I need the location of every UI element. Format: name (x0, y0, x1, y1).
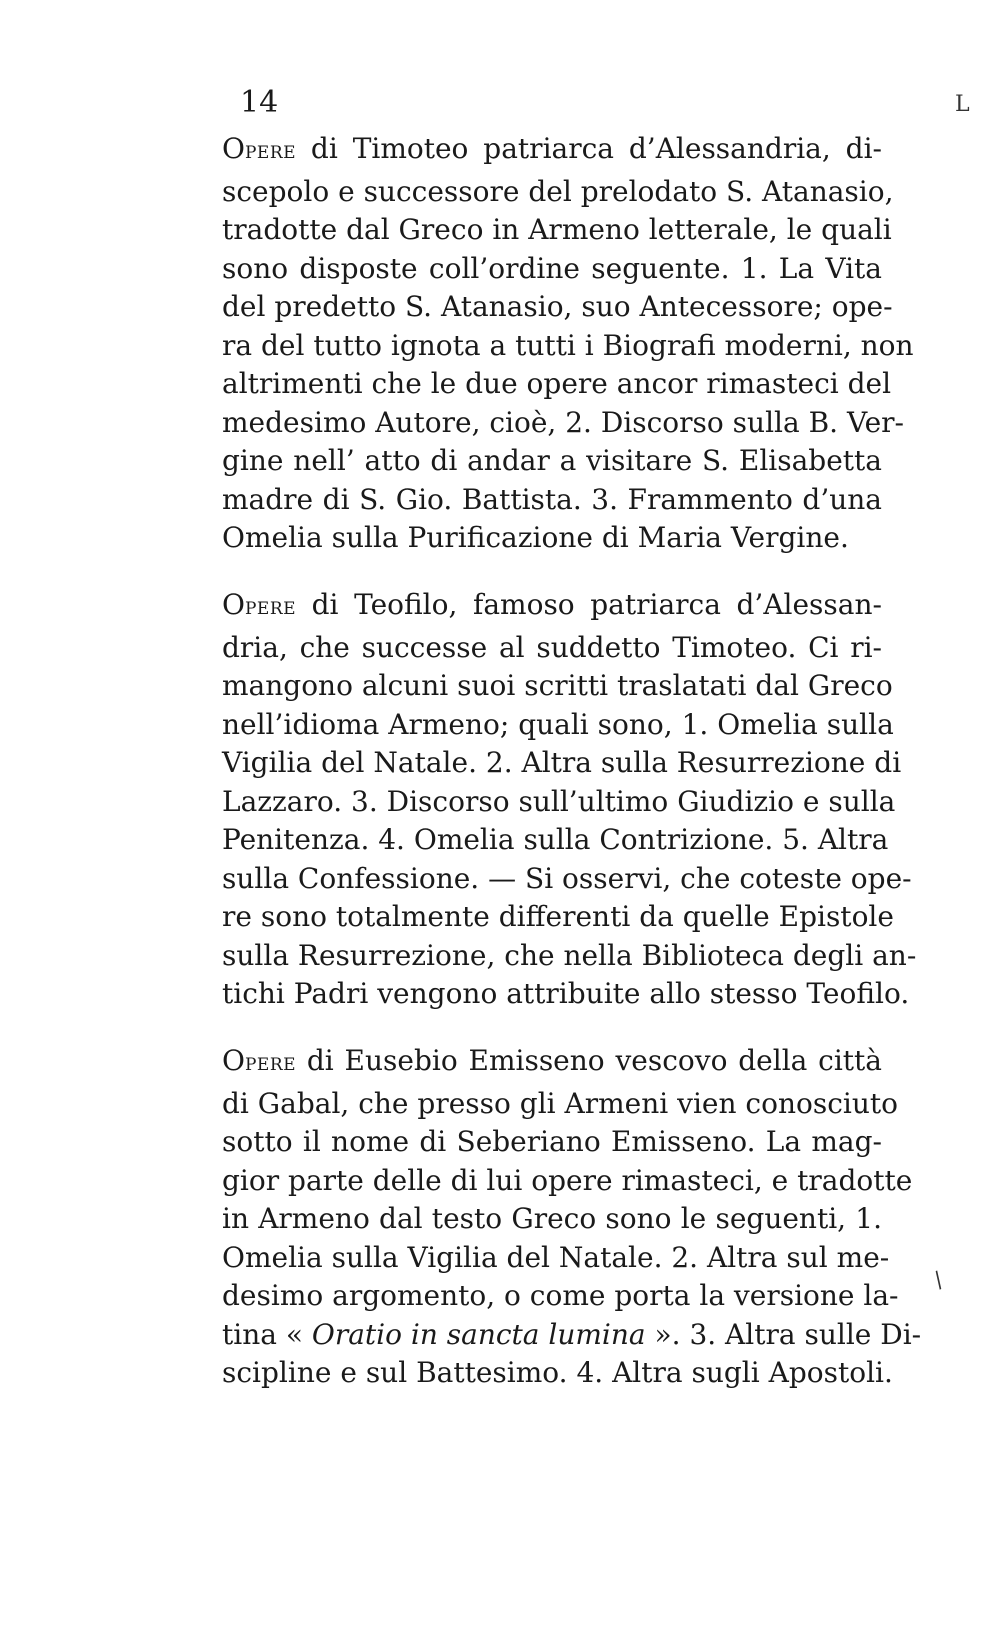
text-line: tichi Padri vengono attribuite allo stesso Teofilo. (222, 977, 910, 1010)
lead-small-caps: PERE (244, 143, 297, 163)
text-line: Penitenza. 4. Omelia sulla Contrizione. 5. Altra (222, 823, 889, 856)
line-text: tina « (222, 1317, 312, 1351)
line-text: ». 3. Altra sulle Di- (645, 1317, 922, 1351)
text-line: nell’idioma Armeno; quali sono, 1. Omelia sulla (222, 707, 894, 741)
margin-mark: / (929, 1267, 949, 1294)
text-line: del predetto S. Atanasio, suo Antecessore; ope- (222, 290, 893, 323)
lead-letter: O (222, 132, 245, 165)
text-line: Omelia sulla Vigilia del Natale. 2. Altra sul me- (222, 1240, 890, 1274)
margin-mark: L (955, 92, 970, 117)
text-line: sotto il nome di Seberiano Emisseno. La mag- (222, 1125, 882, 1158)
text-line: mangono alcuni suoi scritti traslatati dal Greco (222, 669, 893, 702)
line-text: di Teofilo, famoso patriarca d’Alessan- (296, 588, 882, 621)
text-line: altrimenti che le due opere ancor rimasteci del (222, 367, 892, 400)
text-line: gior parte delle di lui opere rimasteci, e tradotte (222, 1163, 913, 1197)
line-text: di Timoteo patriarca d’Alessandria, di- (296, 132, 882, 165)
text-line: sono disposte coll’ordine seguente. 1. La Vita (222, 251, 882, 285)
text-line: sulla Confessione. — Si osservi, che coteste ope- (222, 861, 912, 895)
text-line: re sono totalmente differenti da quelle Epistole (222, 900, 894, 933)
text-line: di Gabal, che presso gli Armeni vien conosciuto (222, 1086, 898, 1120)
text-line: scepolo e successore del prelodato S. Atanasio, (222, 174, 894, 208)
text-line: desimo argomento, o come porta la versione la- (222, 1279, 899, 1312)
text-line: Vigilia del Natale. 2. Altra sulla Resurrezione di (222, 746, 902, 779)
text-line: gine nell’ atto di andar a visitare S. Elisabetta (222, 444, 882, 477)
paragraph-teofilo (222, 586, 917, 1014)
text-line: ra del tutto ignota a tutti i Biografi moderni, non (222, 328, 914, 362)
text-line: sulla Resurrezione, che nella Biblioteca degli an- (222, 938, 917, 972)
text-line: medesimo Autore, cioè, 2. Discorso sulla B. Ver- (222, 405, 905, 439)
page-number: 14 (240, 85, 279, 120)
text-line (222, 130, 882, 173)
text-line (222, 1042, 882, 1085)
paragraph-timoteo (222, 130, 914, 558)
lead-small-caps: PERE (244, 599, 297, 619)
text-line: scipline e sul Battesimo. 4. Altra sugli Apostoli. (222, 1356, 893, 1389)
lead-small-caps: PERE (244, 1055, 297, 1075)
lead-letter: O (222, 588, 245, 621)
text-line (222, 586, 882, 629)
text-line: in Armeno dal testo Greco sono le seguenti, 1. (222, 1202, 882, 1235)
text-line: tradotte dal Greco in Armeno letterale, le quali (222, 213, 892, 246)
line-text: di Eusebio Emisseno vescovo della città (296, 1044, 882, 1077)
text-line (222, 1316, 922, 1355)
text-line: madre di S. Gio. Battista. 3. Frammento d’una (222, 482, 882, 516)
text-line: dria, che successe al suddetto Timoteo. Ci ri- (222, 630, 882, 664)
text-line: Lazzaro. 3. Discorso sull’ultimo Giudizio e sulla (222, 784, 896, 818)
italic-title: Oratio in sancta lumina (311, 1317, 646, 1351)
paragraph-eusebio (222, 1042, 922, 1393)
lead-letter: O (222, 1044, 245, 1077)
text-line: Omelia sulla Purificazione di Maria Vergine. (222, 521, 849, 554)
